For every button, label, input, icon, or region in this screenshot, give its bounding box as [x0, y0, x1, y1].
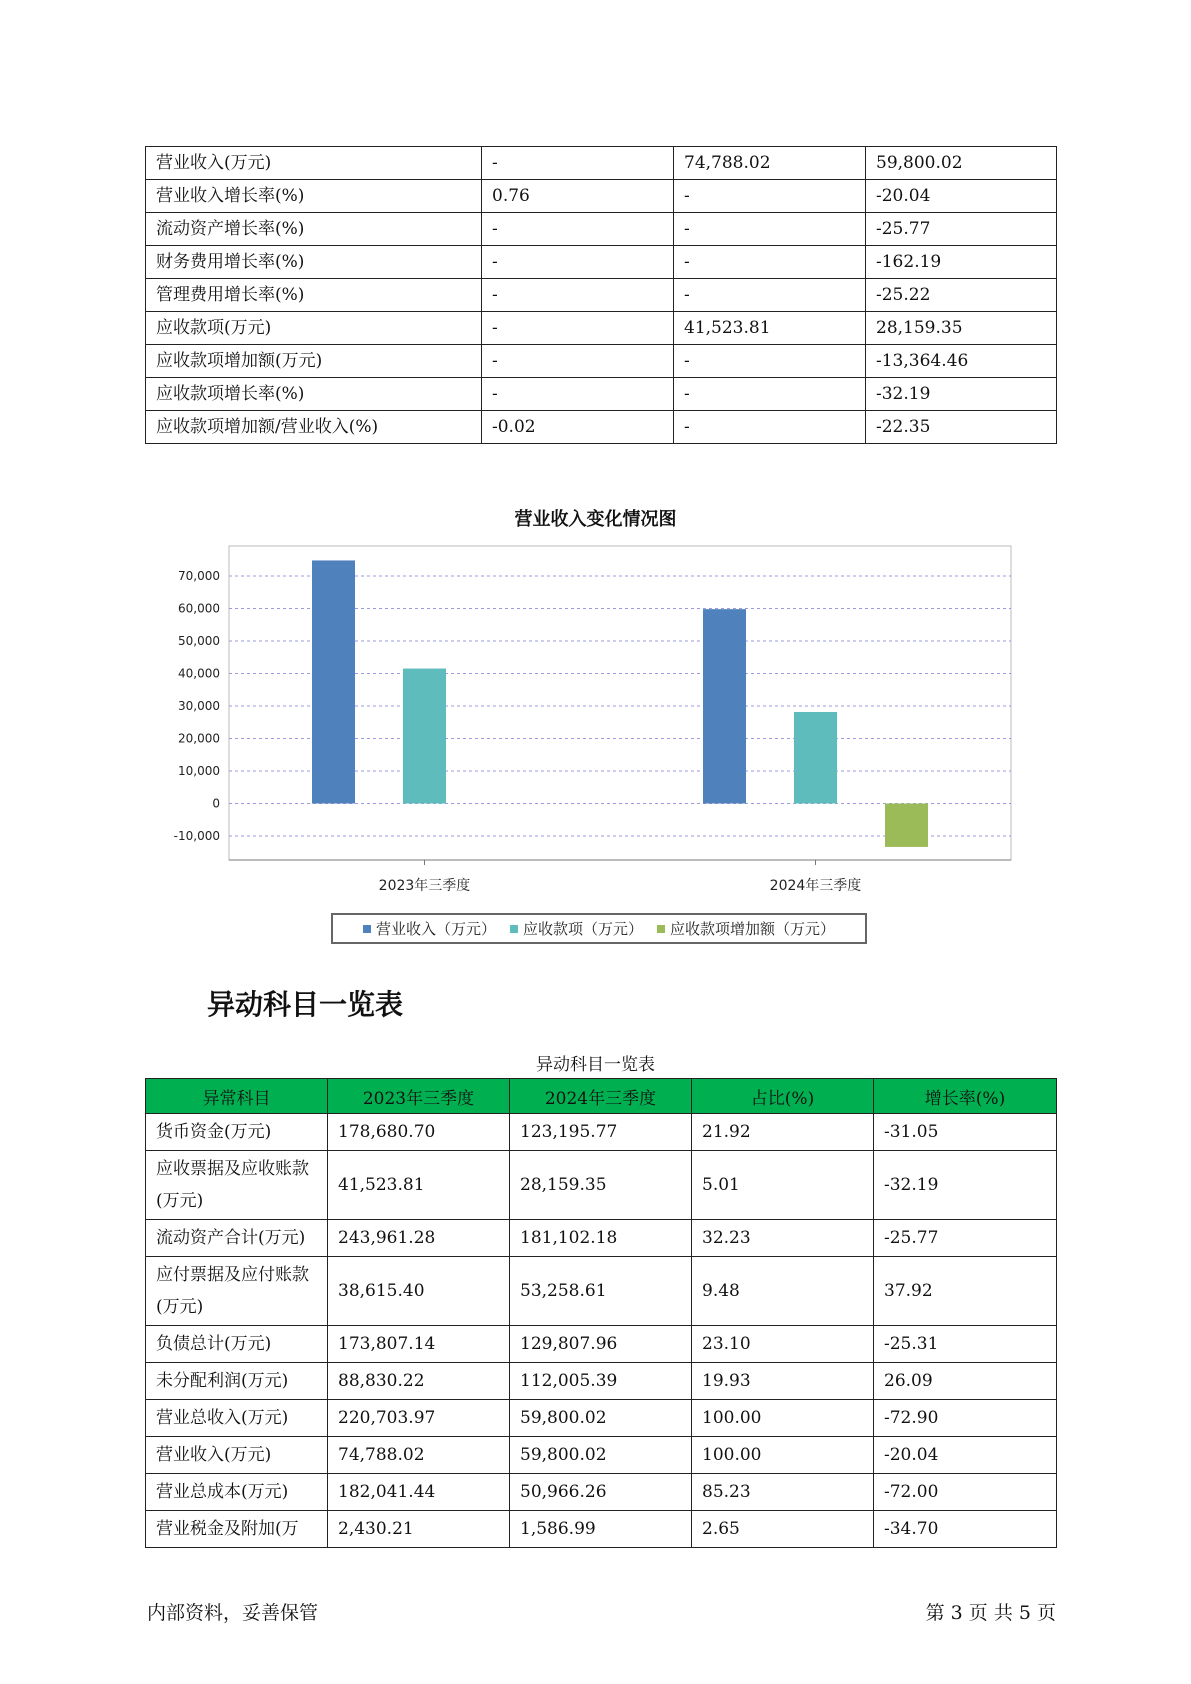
table-cell: 28,159.35: [866, 312, 1057, 345]
table-cell: 59,800.02: [866, 147, 1057, 180]
table-cell: 41,523.81: [328, 1151, 510, 1220]
table-cell: -: [482, 345, 674, 378]
table-cell: 123,195.77: [510, 1114, 692, 1151]
table-cell: 181,102.18: [510, 1220, 692, 1257]
table-cell: -32.19: [874, 1151, 1057, 1220]
section-title: 异动科目一览表: [207, 988, 404, 1021]
table-cell: -22.35: [866, 411, 1057, 444]
table-cell: 28,159.35: [510, 1151, 692, 1220]
table-row: [146, 213, 1057, 246]
table-cell: 营业收入(万元): [146, 147, 482, 180]
table-cell: 营业总收入(万元): [146, 1400, 328, 1437]
y-tick-label: 50,000: [178, 634, 220, 648]
table-cell: 应收款项(万元): [146, 312, 482, 345]
table-row: [146, 1474, 1057, 1511]
column-header: 占比(%): [692, 1079, 874, 1114]
table-row: [146, 378, 1057, 411]
table-cell: -: [482, 246, 674, 279]
legend-label: 应收款项增加额（万元）: [670, 920, 836, 938]
table-cell: 41,523.81: [674, 312, 866, 345]
x-tick-label: 2024年三季度: [769, 878, 862, 894]
table-cell: -72.00: [874, 1474, 1057, 1511]
table-cell: -25.31: [874, 1326, 1057, 1363]
table-row: [146, 1511, 1057, 1548]
table-cell: 173,807.14: [328, 1326, 510, 1363]
table-cell: 营业税金及附加(万: [146, 1511, 328, 1548]
table-cell: -31.05: [874, 1114, 1057, 1151]
table-cell: -20.04: [874, 1437, 1057, 1474]
table-row: [146, 1326, 1057, 1363]
table-cell: 19.93: [692, 1363, 874, 1400]
table-cell: -25.22: [866, 279, 1057, 312]
table-cell: 32.23: [692, 1220, 874, 1257]
table-row: [146, 1363, 1057, 1400]
table-row: [146, 312, 1057, 345]
table-cell: 流动资产合计(万元): [146, 1220, 328, 1257]
table-row: [146, 246, 1057, 279]
table-cell: -: [674, 213, 866, 246]
chart-title: 营业收入变化情况图: [514, 509, 677, 530]
table-cell: -: [674, 411, 866, 444]
table-cell: 未分配利润(万元): [146, 1363, 328, 1400]
y-tick-label: 20,000: [178, 731, 220, 746]
table-cell: 74,788.02: [674, 147, 866, 180]
table-cell: 流动资产增长率(%): [146, 213, 482, 246]
table-cell: -: [482, 378, 674, 411]
table-cell: 129,807.96: [510, 1326, 692, 1363]
chart-legend: [331, 913, 867, 944]
table-cell: 21.92: [692, 1114, 874, 1151]
x-tick-label: 2023年三季度: [378, 878, 471, 894]
table-row: [146, 147, 1057, 180]
table-row: [146, 345, 1057, 378]
column-header: 2023年三季度: [328, 1079, 510, 1114]
table-cell: 1,586.99: [510, 1511, 692, 1548]
legend-item: [363, 918, 496, 939]
table-cell: -13,364.46: [866, 345, 1057, 378]
table-row: [146, 279, 1057, 312]
table-cell: 营业收入(万元): [146, 1437, 328, 1474]
table-cell: 85.23: [692, 1474, 874, 1511]
table-cell: -162.19: [866, 246, 1057, 279]
table-cell: 货币资金(万元): [146, 1114, 328, 1151]
table-cell: 财务费用增长率(%): [146, 246, 482, 279]
table-cell: 负债总计(万元): [146, 1326, 328, 1363]
legend-item: [510, 918, 643, 939]
table-cell: 0.76: [482, 180, 674, 213]
table-cell: 26.09: [874, 1363, 1057, 1400]
table-cell: 2.65: [692, 1511, 874, 1548]
table-cell: -0.02: [482, 411, 674, 444]
table-cell: -: [674, 345, 866, 378]
table-cell: 应收票据及应收账款(万元): [146, 1151, 328, 1220]
table-cell: 100.00: [692, 1400, 874, 1437]
table-cell: 220,703.97: [328, 1400, 510, 1437]
y-tick-label: 60,000: [178, 601, 220, 616]
y-tick-label: 10,000: [178, 764, 220, 778]
table-cell: 管理费用增长率(%): [146, 279, 482, 312]
table-cell: 应收款项增加额(万元): [146, 345, 482, 378]
table-row: [146, 411, 1057, 444]
bar: [703, 609, 746, 803]
footer-page-number: 第 3 页 共 5 页: [925, 1602, 1056, 1624]
bar: [885, 804, 928, 847]
table-cell: 38,615.40: [328, 1257, 510, 1326]
table-cell: 112,005.39: [510, 1363, 692, 1400]
table-cell: 9.48: [692, 1257, 874, 1326]
legend-label: 应收款项（万元）: [522, 920, 643, 938]
table-cell: 50,966.26: [510, 1474, 692, 1511]
table-cell: -: [482, 279, 674, 312]
y-tick-label: -10,000: [173, 829, 220, 843]
table-cell: -34.70: [874, 1511, 1057, 1548]
table-cell: 应付票据及应付账款(万元): [146, 1257, 328, 1326]
indicator-table: [145, 146, 1057, 444]
table-cell: 59,800.02: [510, 1400, 692, 1437]
table-row: [146, 1400, 1057, 1437]
table-row: [146, 180, 1057, 213]
table-cell: -25.77: [874, 1220, 1057, 1257]
table-cell: -25.77: [866, 213, 1057, 246]
table-cell: -: [674, 279, 866, 312]
table-cell: 243,961.28: [328, 1220, 510, 1257]
column-header: 增长率(%): [874, 1079, 1057, 1114]
table-cell: 37.92: [874, 1257, 1057, 1326]
table-row: [146, 1114, 1057, 1151]
table-cell: 178,680.70: [328, 1114, 510, 1151]
table-cell: 182,041.44: [328, 1474, 510, 1511]
table-cell: 53,258.61: [510, 1257, 692, 1326]
bar: [312, 560, 355, 803]
table-cell: -: [482, 213, 674, 246]
table-cell: -: [482, 147, 674, 180]
column-header: 异常科目: [146, 1079, 328, 1114]
legend-label: 营业收入（万元）: [375, 920, 496, 938]
table-cell: -: [674, 180, 866, 213]
table-cell: 应收款项增加额/营业收入(%): [146, 411, 482, 444]
table-cell: 59,800.02: [510, 1437, 692, 1474]
table-cell: 2,430.21: [328, 1511, 510, 1548]
y-tick-label: 70,000: [178, 569, 220, 583]
table-cell: 应收款项增长率(%): [146, 378, 482, 411]
table-caption: 异动科目一览表: [536, 1055, 655, 1075]
table-row: [146, 1437, 1057, 1474]
table-row: [146, 1220, 1057, 1257]
table-cell: 74,788.02: [328, 1437, 510, 1474]
table-cell: -32.19: [866, 378, 1057, 411]
table-cell: 23.10: [692, 1326, 874, 1363]
abnormal-items-table-body: [146, 1114, 1057, 1548]
table-row: [146, 1151, 1057, 1220]
legend-item: [657, 918, 835, 939]
table-row: [146, 1257, 1057, 1326]
y-tick-label: 30,000: [178, 699, 220, 713]
table-cell: -: [482, 312, 674, 345]
bar: [794, 712, 837, 804]
footer-confidential: 内部资料，妥善保管: [147, 1602, 319, 1624]
table-cell: -72.90: [874, 1400, 1057, 1437]
bar: [403, 669, 446, 804]
table-cell: -20.04: [866, 180, 1057, 213]
abnormal-items-table: [145, 1078, 1057, 1548]
column-header: 2024年三季度: [510, 1079, 692, 1114]
table-cell: 88,830.22: [328, 1363, 510, 1400]
table-cell: -: [674, 246, 866, 279]
legend-swatch: [657, 925, 665, 933]
table-cell: 营业总成本(万元): [146, 1474, 328, 1511]
plot-area: [229, 546, 1011, 860]
y-tick-label: 0: [212, 796, 220, 811]
table-cell: 营业收入增长率(%): [146, 180, 482, 213]
indicator-table-body: [146, 147, 1057, 444]
legend-swatch: [363, 925, 371, 933]
table-cell: -: [674, 378, 866, 411]
table-header-row: [146, 1079, 1057, 1114]
legend-swatch: [510, 925, 518, 933]
table-cell: 100.00: [692, 1437, 874, 1474]
table-cell: 5.01: [692, 1151, 874, 1220]
y-tick-label: 40,000: [178, 666, 220, 681]
